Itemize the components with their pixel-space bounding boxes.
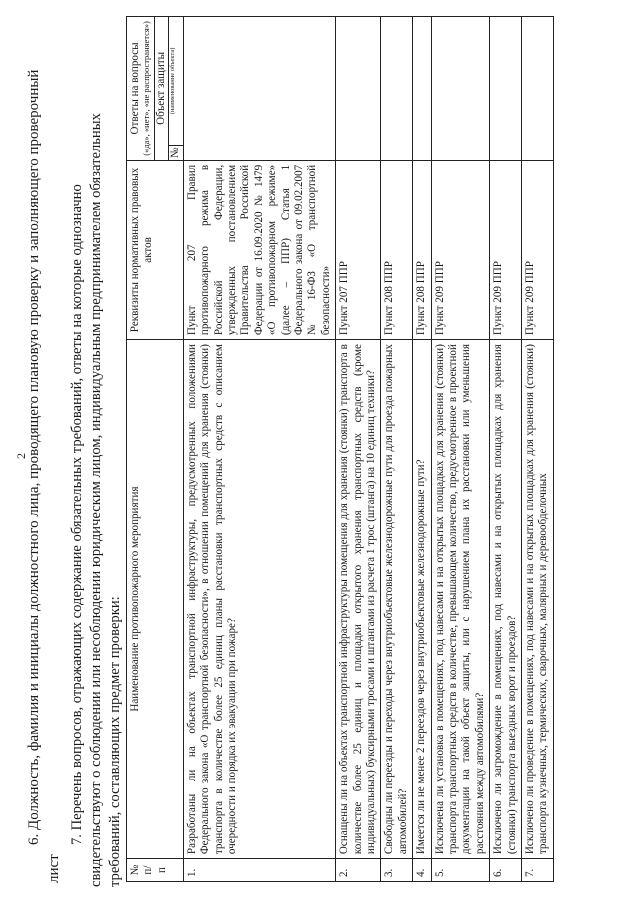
section-7-line-3: требований, составляющих предмет проверки: bbox=[107, 596, 123, 887]
row-reference: Пункт 209 ППР bbox=[431, 160, 490, 339]
row-answer-cell[interactable] bbox=[490, 17, 522, 161]
section-6-heading-continuation: лист bbox=[46, 854, 62, 883]
row-question: Оснащены ли на объектах транспортной инфраструктуры помещения для хранения (стоянки) транспорта в количестве более 25 единиц и площадки открытого хранения транспортных средств (кроме индивидуальных) буксирными тросами и штангами из расчета 1 трос (штанга) на 10 единиц техники? bbox=[336, 340, 381, 859]
header-question: Наименование противопожарного мероприятия bbox=[127, 340, 184, 859]
row-question: Исключена ли установка в помещениях, под навесами и на открытых площадках для хранения (стоянки) транспорта транспортных средств в количестве, превышающем количество, предусмотренное в проектной документации на такой объект защиты, или с нарушением плана их расстановки или уменьшения расстояния между автомобилями? bbox=[431, 340, 490, 859]
table-header-row bbox=[127, 17, 184, 882]
header-num: № п/п bbox=[127, 859, 184, 882]
table-row bbox=[183, 17, 335, 882]
row-num: 5. bbox=[431, 859, 490, 882]
row-question: Исключено ли загромождение в помещениях, под навесами и на открытых площадках для хранения (стоянки) транспорта выездных ворот и проездов? bbox=[490, 340, 522, 859]
row-num: 6. bbox=[490, 859, 522, 882]
page-number: 2 bbox=[14, 453, 28, 459]
row-answer-cell[interactable] bbox=[413, 17, 431, 161]
row-num: 7. bbox=[522, 859, 554, 882]
row-answer-cell[interactable] bbox=[381, 17, 413, 161]
row-reference: Пункт 207 ППР bbox=[336, 160, 381, 339]
table-row bbox=[381, 17, 413, 882]
row-answer-cell[interactable] bbox=[431, 17, 490, 161]
header-answers-title: Ответы на вопросы bbox=[129, 42, 141, 135]
header-answers-note: («да», «нет», «не распространяется») bbox=[141, 21, 152, 156]
header-protection-object: Объект защиты bbox=[154, 17, 168, 160]
row-num: 1. bbox=[183, 859, 335, 882]
table-row bbox=[522, 17, 554, 882]
row-answer-cell[interactable] bbox=[522, 17, 554, 161]
section-7-line-1: 7. Перечень вопросов, отражающих содержание обязательных требований, ответы на которые однозначно bbox=[69, 184, 85, 845]
row-question: Исключено ли проведение в помещениях, под навесами и на открытых площадках для хранения (стоянки) транспорта кузнечных, термических, сварочных, малярных и деревообделочных bbox=[522, 340, 554, 859]
header-answers-subcols bbox=[168, 17, 182, 160]
table-row bbox=[490, 17, 522, 882]
row-reference: Пункт 208 ППР bbox=[381, 160, 413, 339]
header-col-no: № bbox=[169, 145, 182, 160]
section-7-line-2: свидетельствуют о соблюдении или несоблюдении юридическим лицом, индивидуальным предпринимателем обязательных bbox=[88, 113, 104, 887]
row-answer-cell[interactable] bbox=[336, 17, 381, 161]
header-object-name: (наименование объекта) bbox=[169, 47, 177, 115]
requirements-table bbox=[126, 16, 554, 882]
row-question: Разработаны ли на объектах транспортной инфраструктуры, предусмотренных положениями Федерального закона «О транспортной безопасности», в отношении помещений для хранения (стоянки) транспорта в количестве более 25 единиц планы расстановки транспортных средств с описанием очередности и порядка их эвакуации при пожаре? bbox=[183, 340, 335, 859]
row-reference: Пункт 208 ППР bbox=[413, 160, 431, 339]
row-question: Свободны ли переезды и переходы через внутриобъектовые железнодорожные пути для проезда пожарных автомобилей? bbox=[381, 340, 413, 859]
table-row bbox=[431, 17, 490, 882]
row-question: Имеется ли не менее 2 переездов через внутриобъектовые железнодорожные пути? bbox=[413, 340, 431, 859]
row-num: 2. bbox=[336, 859, 381, 882]
table-row bbox=[413, 17, 431, 882]
section-6-heading: 6. Должность, фамилия и инициалы должностного лица, проводящего плановую проверку и заполняющего проверочный bbox=[26, 69, 42, 845]
row-reference: Пункт 207 Правил противопожарного режима в Российской Федерации, утвержденных постановлением Правительства Российской Федерации от 16.09.2020 № 1479 «О противопожарном режиме» (далее – ППР) Статья 1 Федерального закона от 09.02.2007 № 16-ФЗ «О транспортной безопасности» bbox=[183, 160, 335, 339]
section-7-paragraph bbox=[68, 19, 125, 887]
header-answers bbox=[127, 17, 184, 161]
table-row bbox=[336, 17, 381, 882]
row-num: 4. bbox=[413, 859, 431, 882]
row-num: 3. bbox=[381, 859, 413, 882]
row-answer-cell[interactable] bbox=[183, 17, 335, 161]
row-reference: Пункт 209 ППР bbox=[490, 160, 522, 339]
header-reference: Реквизиты нормативных правовых актов bbox=[127, 160, 184, 339]
row-reference: Пункт 209 ППР bbox=[522, 160, 554, 339]
